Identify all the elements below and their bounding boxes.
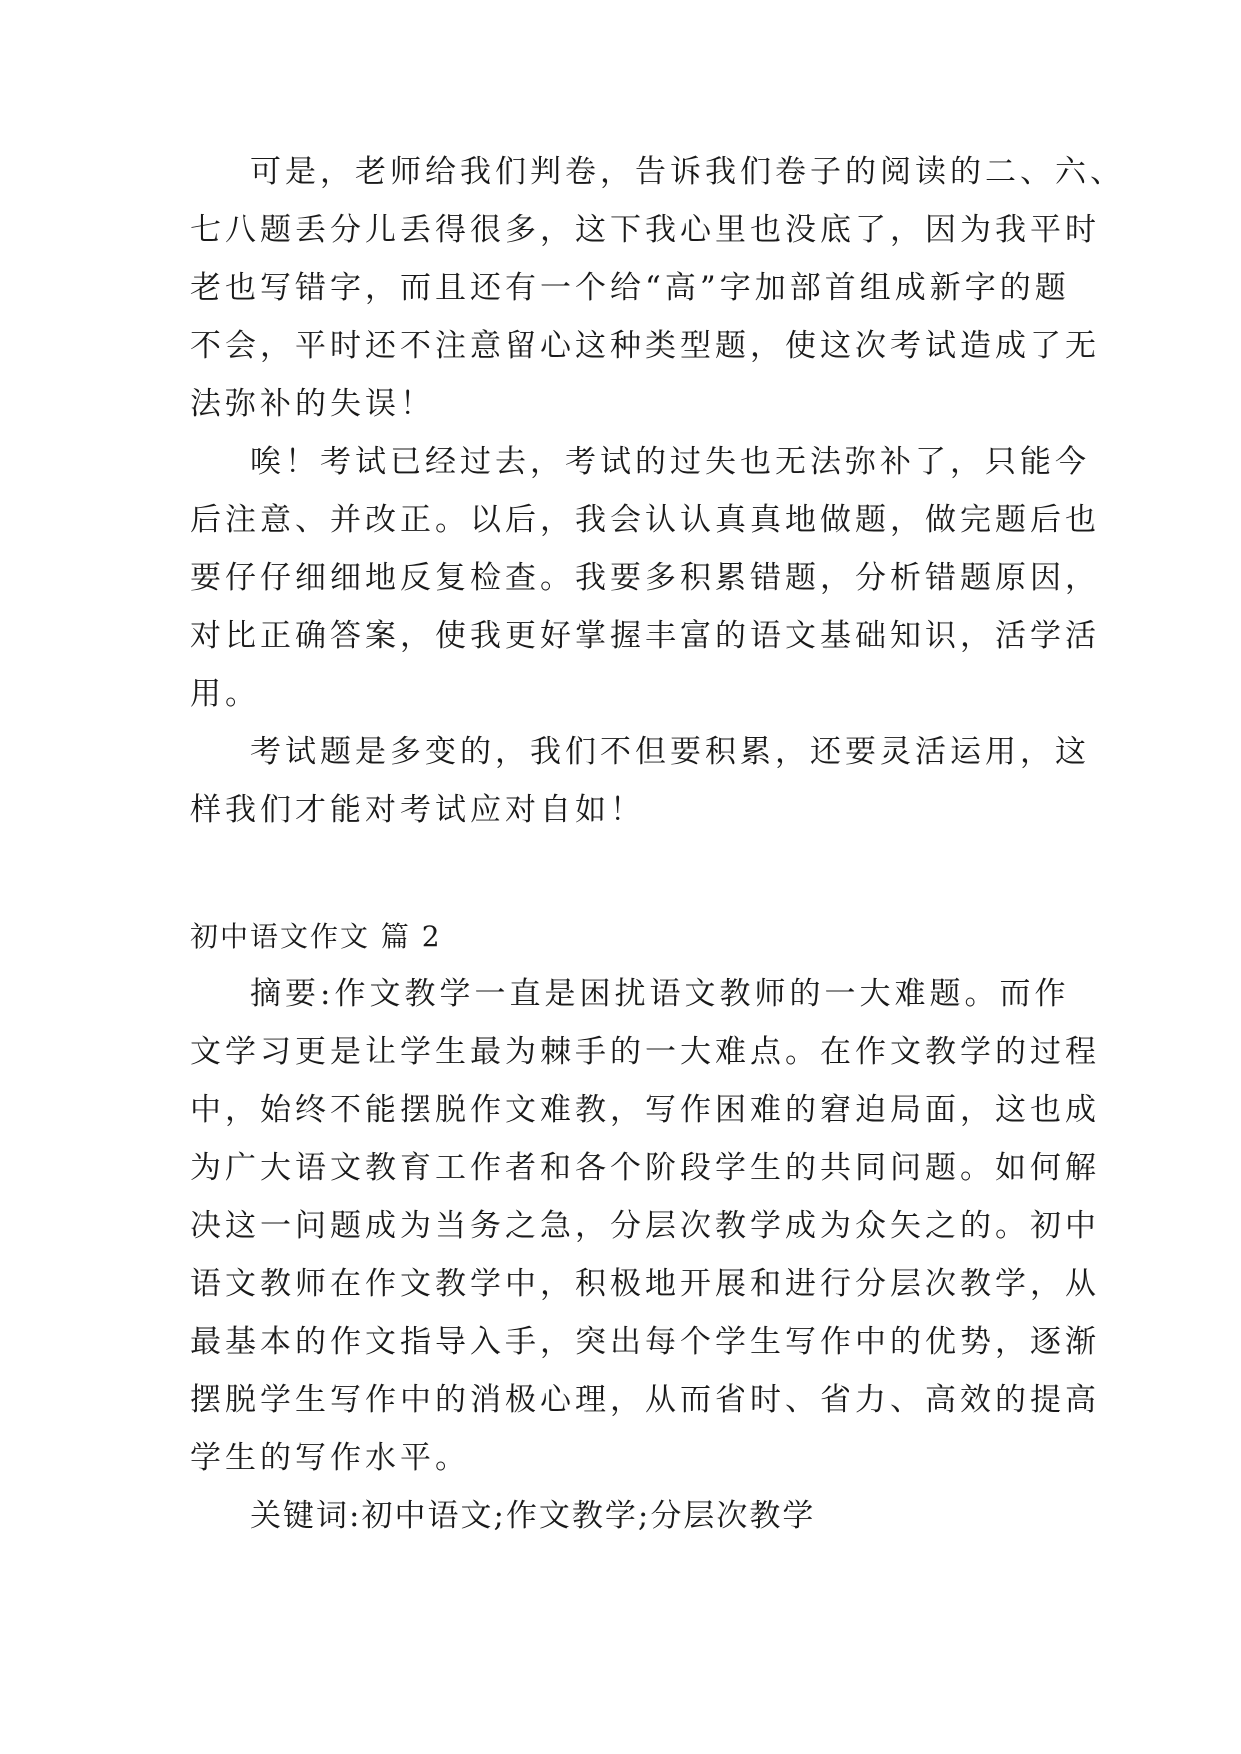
text-line: 用。 xyxy=(190,676,260,712)
text-line: 可是，老师给我们判卷，告诉我们卷子的阅读的二、六、 xyxy=(250,154,1125,190)
text-line: 样我们才能对考试应对自如！ xyxy=(190,792,645,828)
text-line: 后注意、并改正。以后，我会认认真真地做题，做完题后也 xyxy=(190,502,1100,538)
text-line: 摘要:作文教学一直是困扰语文教师的一大难题。而作 xyxy=(250,976,1070,1012)
text-line: 老也写错字，而且还有一个给“高”字加部首组成新字的题 xyxy=(190,270,1070,306)
text-line: 考试题是多变的，我们不但要积累，还要灵活运用，这 xyxy=(250,734,1090,770)
text-line: 中，始终不能摆脱作文难教，写作困难的窘迫局面，这也成 xyxy=(190,1092,1100,1128)
text-line: 法弥补的失误！ xyxy=(190,386,435,422)
text-line: 唉！考试已经过去，考试的过失也无法弥补了，只能今 xyxy=(250,444,1090,480)
section-heading: 初中语文作文 篇 2 xyxy=(190,920,442,953)
text-line: 为广大语文教育工作者和各个阶段学生的共同问题。如何解 xyxy=(190,1150,1100,1186)
text-line: 摆脱学生写作中的消极心理，从而省时、省力、高效的提高 xyxy=(190,1382,1100,1418)
text-line: 对比正确答案，使我更好掌握丰富的语文基础知识，活学活 xyxy=(190,618,1100,654)
text-line: 文学习更是让学生最为棘手的一大难点。在作文教学的过程 xyxy=(190,1034,1100,1070)
text-line: 要仔仔细细地反复检查。我要多积累错题，分析错题原因， xyxy=(190,560,1100,596)
text-line: 七八题丢分儿丢得很多，这下我心里也没底了，因为我平时 xyxy=(190,212,1100,248)
text-line: 语文教师在作文教学中，积极地开展和进行分层次教学，从 xyxy=(190,1266,1100,1302)
keywords-line: 关键词:初中语文;作文教学;分层次教学 xyxy=(250,1498,816,1534)
text-line: 最基本的作文指导入手，突出每个学生写作中的优势，逐渐 xyxy=(190,1324,1100,1360)
text-line: 决这一问题成为当务之急，分层次教学成为众矢之的。初中 xyxy=(190,1208,1100,1244)
text-line: 学生的写作水平。 xyxy=(190,1440,470,1476)
text-line: 不会，平时还不注意留心这种类型题，使这次考试造成了无 xyxy=(190,328,1100,364)
